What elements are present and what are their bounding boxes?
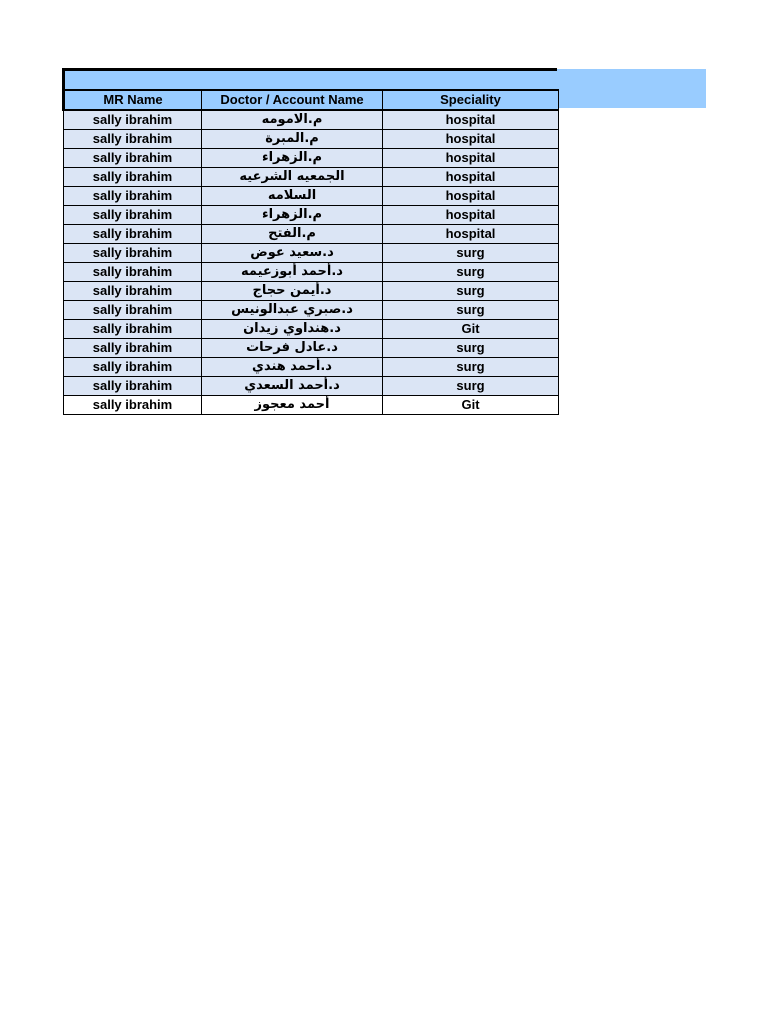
table-row: [64, 187, 559, 206]
cell-doctor-account-name[interactable]: أحمد معجوز: [202, 396, 383, 415]
table-body: [64, 110, 559, 415]
cell-doctor-account-name[interactable]: د.أيمن حجاج: [202, 282, 383, 301]
table-header-row: [64, 90, 559, 110]
table-top-border: [62, 68, 557, 71]
table-row: [64, 358, 559, 377]
table-row: [64, 282, 559, 301]
cell-mr-name[interactable]: sally ibrahim: [64, 320, 202, 339]
cell-speciality[interactable]: hospital: [383, 149, 559, 168]
table-row: [64, 339, 559, 358]
cell-doctor-account-name[interactable]: د.أحمد السعدي: [202, 377, 383, 396]
cell-speciality[interactable]: hospital: [383, 187, 559, 206]
cell-mr-name[interactable]: sally ibrahim: [64, 206, 202, 225]
cell-mr-name[interactable]: sally ibrahim: [64, 377, 202, 396]
cell-speciality[interactable]: hospital: [383, 110, 559, 130]
cell-mr-name[interactable]: sally ibrahim: [64, 282, 202, 301]
table-row: [64, 206, 559, 225]
cell-doctor-account-name[interactable]: م.الزهراء: [202, 206, 383, 225]
cell-speciality[interactable]: hospital: [383, 168, 559, 187]
table-row: [64, 320, 559, 339]
doctor-list-table: [62, 89, 559, 415]
cell-doctor-account-name[interactable]: السلامه: [202, 187, 383, 206]
cell-doctor-account-name[interactable]: م.الامومه: [202, 110, 383, 130]
cell-mr-name[interactable]: sally ibrahim: [64, 358, 202, 377]
table-row: [64, 110, 559, 130]
cell-speciality[interactable]: surg: [383, 282, 559, 301]
table-row: [64, 301, 559, 320]
cell-doctor-account-name[interactable]: م.الزهراء: [202, 149, 383, 168]
cell-speciality[interactable]: surg: [383, 377, 559, 396]
cell-mr-name[interactable]: sally ibrahim: [64, 110, 202, 130]
cell-doctor-account-name[interactable]: د.صبري عبدالونيس: [202, 301, 383, 320]
table-row: [64, 130, 559, 149]
cell-speciality[interactable]: surg: [383, 358, 559, 377]
table-row: [64, 244, 559, 263]
cell-doctor-account-name[interactable]: د.أحمد هندي: [202, 358, 383, 377]
cell-mr-name[interactable]: sally ibrahim: [64, 225, 202, 244]
table-row: [64, 377, 559, 396]
cell-mr-name[interactable]: sally ibrahim: [64, 263, 202, 282]
cell-mr-name[interactable]: sally ibrahim: [64, 396, 202, 415]
cell-speciality[interactable]: Git: [383, 396, 559, 415]
column-header-mr-name: MR Name: [64, 90, 202, 110]
cell-doctor-account-name[interactable]: م.المبرة: [202, 130, 383, 149]
cell-speciality[interactable]: hospital: [383, 130, 559, 149]
cell-mr-name[interactable]: sally ibrahim: [64, 187, 202, 206]
table-row: [64, 168, 559, 187]
cell-speciality[interactable]: surg: [383, 263, 559, 282]
cell-speciality[interactable]: surg: [383, 244, 559, 263]
cell-mr-name[interactable]: sally ibrahim: [64, 339, 202, 358]
cell-mr-name[interactable]: sally ibrahim: [64, 149, 202, 168]
column-header-doctor-account-name: Doctor / Account Name: [202, 90, 383, 110]
cell-mr-name[interactable]: sally ibrahim: [64, 244, 202, 263]
cell-speciality[interactable]: hospital: [383, 225, 559, 244]
cell-doctor-account-name[interactable]: د.عادل فرحات: [202, 339, 383, 358]
cell-speciality[interactable]: surg: [383, 339, 559, 358]
cell-doctor-account-name[interactable]: م.الفتح: [202, 225, 383, 244]
table-row: [64, 225, 559, 244]
cell-mr-name[interactable]: sally ibrahim: [64, 301, 202, 320]
cell-doctor-account-name[interactable]: د.أحمد أبوزعيمه: [202, 263, 383, 282]
cell-mr-name[interactable]: sally ibrahim: [64, 130, 202, 149]
column-header-speciality: Speciality: [383, 90, 559, 110]
cell-doctor-account-name[interactable]: الجمعيه الشرعيه: [202, 168, 383, 187]
table-row: [64, 263, 559, 282]
table-row: [64, 149, 559, 168]
cell-speciality[interactable]: Git: [383, 320, 559, 339]
cell-speciality[interactable]: hospital: [383, 206, 559, 225]
cell-doctor-account-name[interactable]: د.هنداوي زيدان: [202, 320, 383, 339]
cell-doctor-account-name[interactable]: د.سعيد عوض: [202, 244, 383, 263]
cell-speciality[interactable]: surg: [383, 301, 559, 320]
table-row: [64, 396, 559, 415]
cell-mr-name[interactable]: sally ibrahim: [64, 168, 202, 187]
